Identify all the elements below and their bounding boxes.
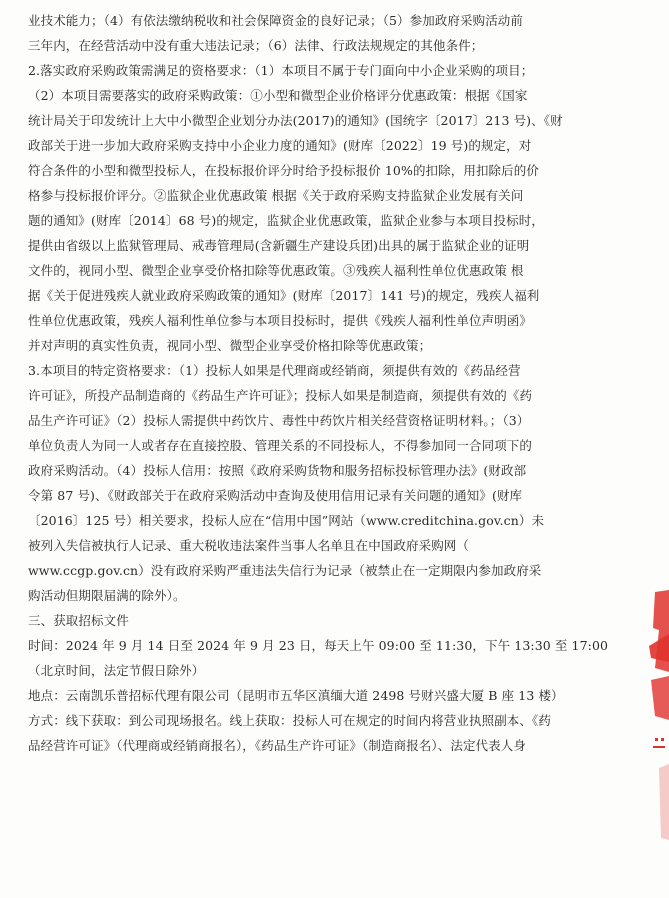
text-line: 性单位优惠政策，残疾人福利性单位参与本项目投标时，提供《残疾人福利性单位声明函》 xyxy=(28,313,533,328)
text-line: 并对声明的真实性负责，视同小型、微型企业享受价格扣除等优惠政策； xyxy=(28,338,432,353)
section-heading: 三、获取招标文件 xyxy=(28,613,129,628)
text-line: 业技术能力；（4）有依法缴纳税收和社会保障资金的良好记录；（5）参加政府采购活动前 xyxy=(28,13,524,28)
text-line: 提供由省级以上监狱管理局、戒毒管理局(含新疆生产建设兵团)出具的属于监狱企业的证明 xyxy=(28,238,530,253)
text-line: 符合条件的小型和微型投标人，在投标报价评分时给予投标报价 10%的扣除，用扣除后的价 xyxy=(28,163,539,178)
text-line: 统计局关于印发统计上大中小微型企业划分办法(2017)的通知》(国统字〔2017〕213 号)、《财 xyxy=(28,113,563,128)
text-line: （2）本项目需要落实的政府采购政策：①小型和微型企业价格评分优惠政策：根据《国家 xyxy=(28,88,528,103)
text-line: 品生产许可证》（2）投标人需提供中药饮片、毒性中药饮片相关经营资格证明材料。；（3） xyxy=(28,413,530,428)
text-line: 购活动但期限届满的除外）。 xyxy=(28,588,186,603)
text-line: 时间：2024 年 9 月 14 日至 2024 年 9 月 23 日，每天上午 09:00 至 11:30，下午 13:30 至 17:00 xyxy=(28,638,609,653)
text-line: 〔2016〕125 号）相关要求，投标人应在“信用中国”网站（www.creditchina.gov.cn）未 xyxy=(28,513,545,528)
text-line: 据《关于促进残疾人就业政府采购政策的通知》(财库〔2017〕141 号)的规定，残疾人福利 xyxy=(28,288,540,303)
seal-stamp xyxy=(645,588,669,868)
text-line: 令第 87 号)、《财政部关于在政府采购活动中查询及使用信用记录有关问题的通知》(财库 xyxy=(28,488,523,503)
text-line: 三年内，在经营活动中没有重大违法记录；（6）法律、行政法规规定的其他条件； xyxy=(28,38,484,53)
text-line: www.ccgp.gov.cn）没有政府采购严重违法失信行为记录（被禁止在一定期限内参加政府采 xyxy=(28,563,542,578)
text-line: 政府采购活动。（4）投标人信用：按照《政府采购货物和服务招标投标管理办法》(财政部 xyxy=(28,463,527,478)
document-body xyxy=(28,8,618,758)
text-line: 许可证》，所投产品制造商的《药品生产许可证》；投标人如果是制造商，须提供有效的《药 xyxy=(28,388,533,403)
text-line: 品经营许可证》（代理商或经销商报名），《药品生产许可证》（制造商报名）、法定代表人身 xyxy=(28,738,526,753)
text-line: 格参与投标报价评分。②监狱企业优惠政策 根据《关于政府采购支持监狱企业发展有关问 xyxy=(28,188,524,203)
text-line: （北京时间，法定节假日除外） xyxy=(28,663,205,678)
text-line: 文件的，视同小型、微型企业享受价格扣除等优惠政策。③残疾人福利性单位优惠政策 根 xyxy=(28,263,524,278)
text-line: 题的通知》(财库〔2014〕68 号)的规定，监狱企业优惠政策，监狱企业参与本项目投标时， xyxy=(28,213,544,228)
text-line: 被列入失信被执行人记录、重大税收违法案件当事人名单且在中国政府采购网（ xyxy=(28,538,470,553)
text-line: 地点：云南凯乐普招标代理有限公司（昆明市五华区滇缅大道 2498 号财兴盛大厦 B 座 13 楼） xyxy=(28,688,564,703)
text-line: 2.落实政府采购政策需满足的资格要求：（1）本项目不属于专门面向中小企业采购的项目； xyxy=(28,63,534,78)
text-line: 政部关于进一步加大政府采购支持中小企业力度的通知》(财库〔2022〕19 号)的规定，对 xyxy=(28,138,532,153)
text-line: 3.本项目的特定资格要求：（1）投标人如果是代理商或经销商，须提供有效的《药品经营 xyxy=(28,363,521,378)
text-line: 单位负责人为同一人或者存在直接控股、管理关系的不同投标人，不得参加同一合同项下的 xyxy=(28,438,533,453)
text-line: 方式：线下获取：到公司现场报名。线上获取：投标人可在规定的时间内将营业执照副本、《药 xyxy=(28,713,551,728)
